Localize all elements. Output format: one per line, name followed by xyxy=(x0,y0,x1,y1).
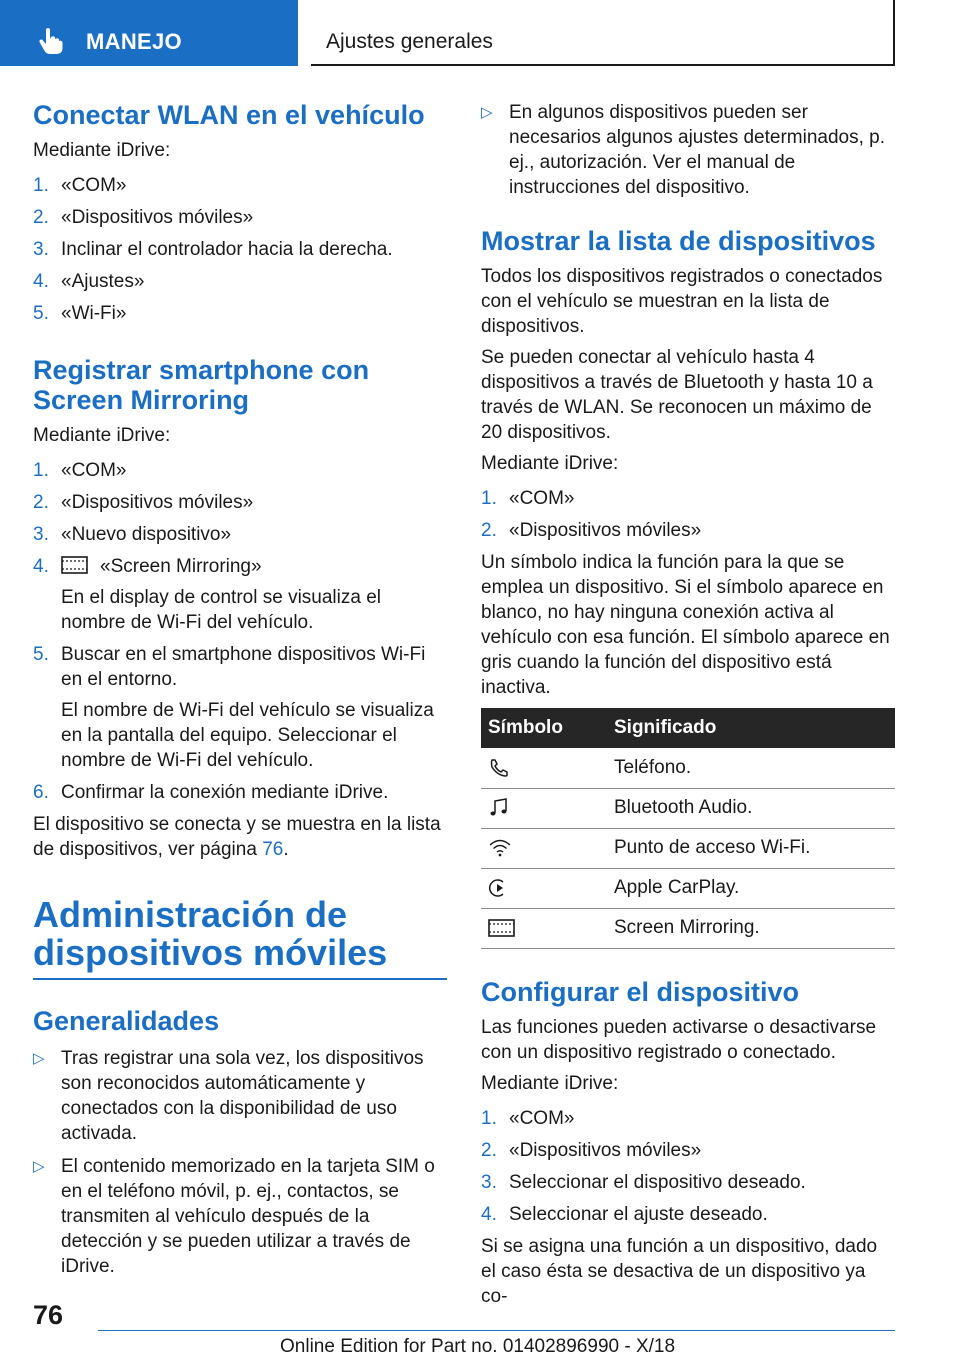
list-item: 4. «Ajustes» xyxy=(33,271,145,292)
list-item: 1. «COM» xyxy=(481,488,575,509)
list-item: 6. Confirmar la conexión mediante iDrive. xyxy=(33,782,389,803)
list-item: 2. «Dispositivos móviles» xyxy=(481,520,702,541)
list-item: 5. Buscar en el smartphone dispositivos Wi-Fi en el entorno. El nombre de Wi-Fi del vehículo se visualiza en la pantalla del equipo. Seleccionar el nombre de Wi-Fi del vehículo. xyxy=(33,644,434,771)
bullets-general xyxy=(33,1046,447,1279)
table-row: Apple CarPlay. xyxy=(481,868,895,908)
steps-device-list xyxy=(481,486,895,543)
list-item: 2. «Dispositivos móviles» xyxy=(33,207,254,228)
edition-text: Online Edition for Part no. 01402896990 - X/18 xyxy=(280,1336,676,1357)
list-item: 5. «Wi-Fi» xyxy=(33,303,127,324)
bullets-settings xyxy=(481,100,895,200)
list-item: 3. Inclinar el controlador hacia la derecha. xyxy=(33,239,393,260)
footer-rule xyxy=(98,1330,895,1331)
chapter-tab xyxy=(0,0,298,66)
right-column xyxy=(481,100,895,1309)
list-item: ▷ Tras registrar una sola vez, los dispositivos son reconocidos automáticamente y conectados con la disponibilidad de uso activada. xyxy=(33,1048,424,1144)
page-number: 76 xyxy=(33,1300,64,1330)
list-item: ▷ El contenido memorizado en la tarjeta SIM o en el teléfono móvil, p. ej., contactos, se transmiten al vehículo después de la detección y se pueden utilizar a través de iDrive. xyxy=(33,1156,435,1277)
intro-text: Mediante iDrive: xyxy=(33,140,171,161)
phone-icon xyxy=(488,757,510,779)
table-row: Screen Mirroring. xyxy=(481,908,895,948)
triangle-bullet-icon: ▷ xyxy=(481,104,493,121)
intro-text: Mediante iDrive: xyxy=(481,453,619,474)
left-column xyxy=(33,100,447,1287)
intro-text: Mediante iDrive: xyxy=(33,425,171,446)
list-item: 1. «COM» xyxy=(481,1107,575,1129)
list-item: 4. «Screen Mirroring» En el display de control se visualiza el nombre de Wi-Fi del vehículo. xyxy=(33,556,382,633)
triangle-bullet-icon: ▷ xyxy=(33,1158,45,1175)
section-header xyxy=(311,0,895,66)
intro-text: Mediante iDrive: xyxy=(481,1072,619,1094)
table-header-row xyxy=(481,708,895,748)
heading-register-smartphone: Registrar smartphone con Screen Mirroring xyxy=(33,355,370,415)
list-item: ▷ En algunos dispositivos pueden ser necesarios algunos ajustes determinados, p. ej., autorización. Ver el manual de instrucciones del dispositivo. xyxy=(481,102,886,198)
heading-device-management: Administración de dispositivos móviles xyxy=(33,894,388,973)
paragraph: Si se asigna una función a un dispositivo, dado el caso ésta se desactiva de un dispositivo ya co- xyxy=(481,1235,878,1307)
chapter-title: MANEJO xyxy=(86,29,182,54)
wifi-icon xyxy=(488,837,512,859)
list-item: 3. «Nuevo dispositivo» xyxy=(33,524,232,545)
paragraph: Un símbolo indica la función para la que se emplea un dispositivo. Si el símbolo aparece en blanco, no hay ninguna conexión activa al vehículo con esa función. El símbolo aparece en gris cuando la función del dispositivo está inactiva. xyxy=(481,552,890,698)
carplay-icon xyxy=(488,877,510,899)
list-item: 4. Seleccionar el ajuste deseado. xyxy=(481,1203,768,1225)
paragraph: Las funciones pueden activarse o desactivarse con un dispositivo registrado o conectado. xyxy=(481,1016,877,1063)
list-item: 1. «COM» xyxy=(33,175,127,196)
triangle-bullet-icon: ▷ xyxy=(33,1050,45,1067)
heading-configure-device: Configurar el dispositivo xyxy=(481,976,800,1007)
list-item: 1. «COM» xyxy=(33,460,127,481)
steps-configure-device xyxy=(481,1106,895,1227)
column-header: Símbolo xyxy=(481,708,614,748)
screen-mirroring-icon xyxy=(61,556,88,574)
heading-device-list: Mostrar la lista de dispositivos xyxy=(481,226,876,256)
table-row: Bluetooth Audio. xyxy=(481,788,895,828)
steps-connect-wlan xyxy=(33,173,447,326)
heading-general: Generalidades xyxy=(33,1006,220,1036)
table-row: Teléfono. xyxy=(481,748,895,788)
list-item: 2. «Dispositivos móviles» xyxy=(33,492,254,513)
column-header: Significado xyxy=(614,708,895,748)
table-row: Punto de acceso Wi-Fi. xyxy=(481,828,895,868)
symbol-table xyxy=(481,708,895,949)
hand-pointer-icon xyxy=(36,26,66,56)
music-note-icon xyxy=(488,797,510,819)
heading-connect-wlan: Conectar WLAN en el vehículo xyxy=(33,100,425,130)
section-title: Ajustes generales xyxy=(326,30,493,53)
paragraph: Todos los dispositivos registrados o conectados con el vehículo se muestran en la lista de dispositivos. xyxy=(481,266,883,337)
page-link[interactable]: 76 xyxy=(262,839,284,860)
device-list-reference: El dispositivo se conecta y se muestra en la lista de dispositivos, ver página 76. xyxy=(33,814,441,860)
list-item: 2. «Dispositivos móviles» xyxy=(481,1139,702,1161)
paragraph: Se pueden conectar al vehículo hasta 4 dispositivos a través de Bluetooth y hasta 10 a través de WLAN. Se reconocen un máximo de 20 dispositivos. xyxy=(481,347,873,443)
screen-mirroring-icon xyxy=(488,919,515,937)
list-item: 3. Seleccionar el dispositivo deseado. xyxy=(481,1171,806,1193)
steps-screen-mirroring xyxy=(33,458,447,805)
